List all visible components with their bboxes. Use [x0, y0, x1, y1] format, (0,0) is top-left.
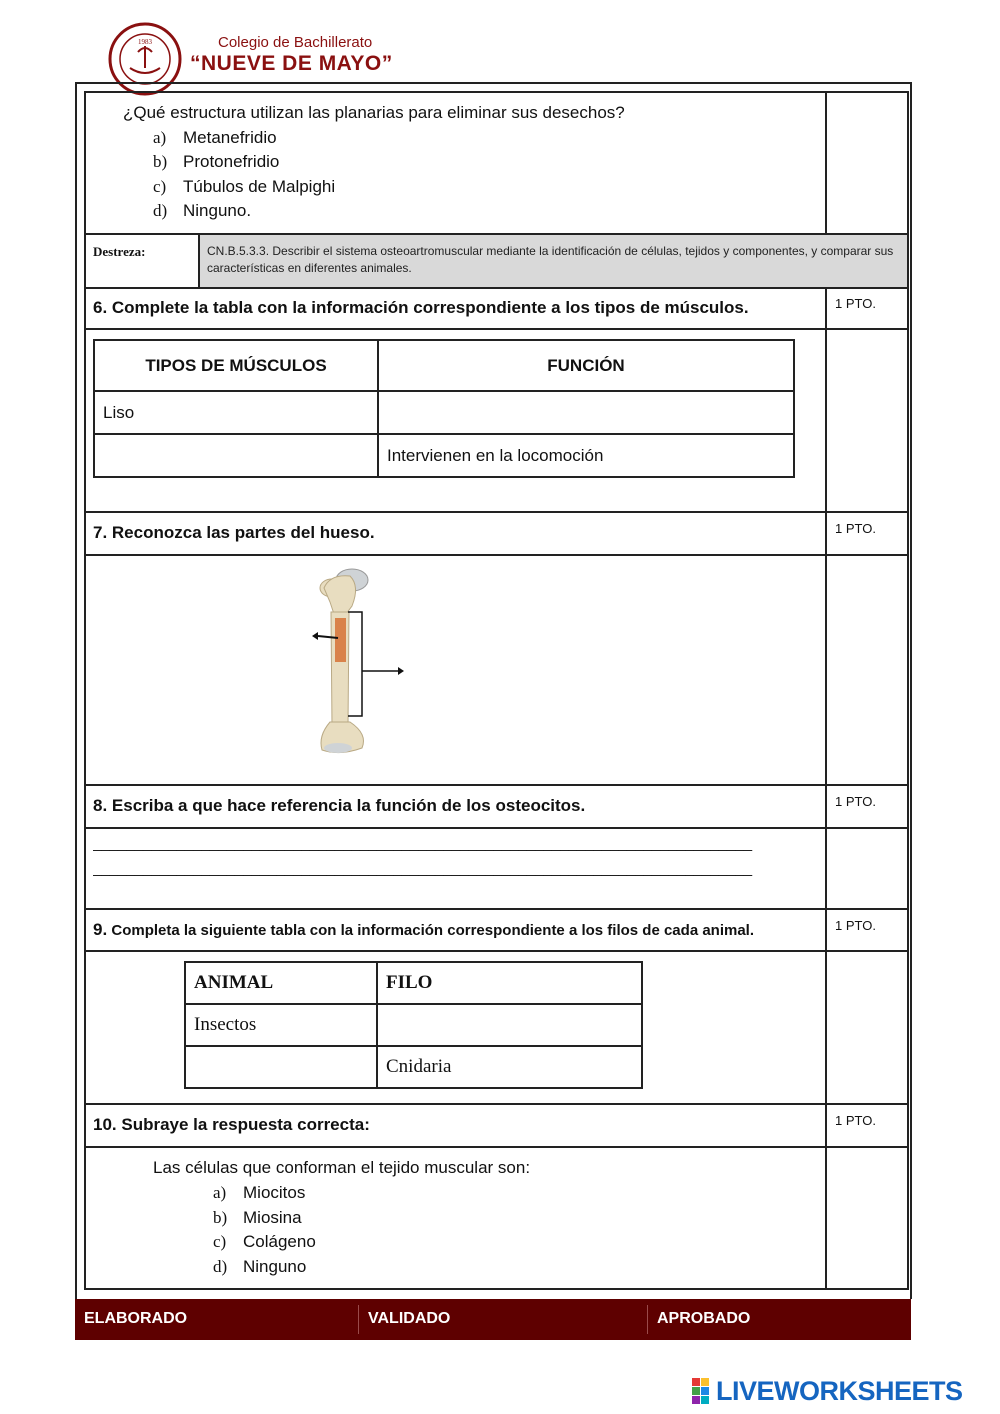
- list-item: c) Túbulos de Malpighi: [153, 177, 336, 196]
- school-name-line2: “NUEVE DE MAYO”: [190, 52, 393, 75]
- table-header-cell: ANIMAL: [185, 962, 377, 1004]
- seal-year: 1983: [138, 38, 152, 46]
- table-cell: Cnidaria: [377, 1046, 642, 1088]
- liveworksheets-logo-icon: [692, 1378, 718, 1404]
- elaborado-label: ELABORADO: [84, 1310, 188, 1327]
- table-row: [94, 340, 794, 391]
- aprobado-label: APROBADO: [657, 1310, 751, 1327]
- question-9-points: 1 PTO.: [835, 918, 876, 933]
- brand-text: LIVEWORKSHEETS: [716, 1376, 963, 1406]
- table-header-cell: TIPOS DE MÚSCULOS: [94, 340, 378, 391]
- list-item: a) Metanefridio: [153, 128, 277, 147]
- signature-footer: [75, 1299, 911, 1340]
- answer-cell[interactable]: [378, 391, 794, 434]
- list-item[interactable]: d) Ninguno: [213, 1257, 307, 1276]
- muscle-types-table: [93, 339, 795, 478]
- answer-line[interactable]: _______________________________________________________________________________: [93, 860, 753, 877]
- question-10-title: 10. Subraye la respuesta correcta:: [93, 1115, 370, 1134]
- list-item[interactable]: c) Colágeno: [213, 1232, 316, 1251]
- table-header-cell: FUNCIÓN: [378, 340, 794, 391]
- answer-cell[interactable]: [185, 1046, 377, 1088]
- list-item[interactable]: b) Miosina: [213, 1208, 302, 1227]
- table-cell: Insectos: [185, 1004, 377, 1046]
- list-item: b) Protonefridio: [153, 152, 280, 171]
- table-cell: Liso: [94, 391, 378, 434]
- table-row: [185, 962, 642, 1004]
- question-10-points: 1 PTO.: [835, 1113, 876, 1128]
- list-item[interactable]: a) Miocitos: [213, 1183, 306, 1202]
- question-7-title: 7. Reconozca las partes del hueso.: [93, 523, 375, 542]
- question-10-text: Las células que conforman el tejido muscular son:: [153, 1158, 531, 1177]
- animal-phylum-table: [184, 961, 643, 1089]
- destreza-label: Destreza:: [93, 244, 146, 259]
- table-row: [185, 1046, 642, 1088]
- question-9-title: 9. Completa la siguiente tabla con la información correspondiente a los filos de cada animal.: [93, 920, 755, 939]
- question-6-points: 1 PTO.: [835, 296, 876, 311]
- answer-cell[interactable]: [94, 434, 378, 477]
- table-row: [185, 1004, 642, 1046]
- question-6-title: 6. Complete la tabla con la información correspondiente a los tipos de músculos.: [93, 298, 749, 317]
- table-row: [94, 434, 794, 477]
- school-name-line1: Colegio de Bachillerato: [218, 34, 373, 51]
- list-item: d) Ninguno.: [153, 201, 252, 220]
- question-5-text: ¿Qué estructura utilizan las planarias para eliminar sus desechos?: [123, 103, 625, 122]
- question-8-title: 8. Escriba a que hace referencia la función de los osteocitos.: [93, 796, 586, 815]
- validado-label: VALIDADO: [368, 1310, 451, 1327]
- answer-line[interactable]: _______________________________________________________________________________: [93, 835, 753, 852]
- table-cell: Intervienen en la locomoción: [378, 434, 794, 477]
- school-seal-icon: [108, 22, 182, 96]
- destreza-text: CN.B.5.3.3. Describir el sistema osteoartromuscular mediante la identificación de células, tejidos y componentes, y comparar sus características en diferentes animales.: [207, 244, 894, 275]
- table-row: [94, 391, 794, 434]
- question-8-points: 1 PTO.: [835, 794, 876, 809]
- question-7-points: 1 PTO.: [835, 521, 876, 536]
- answer-cell[interactable]: [377, 1004, 642, 1046]
- femur-bone-image: [300, 566, 410, 758]
- table-header-cell: FILO: [377, 962, 642, 1004]
